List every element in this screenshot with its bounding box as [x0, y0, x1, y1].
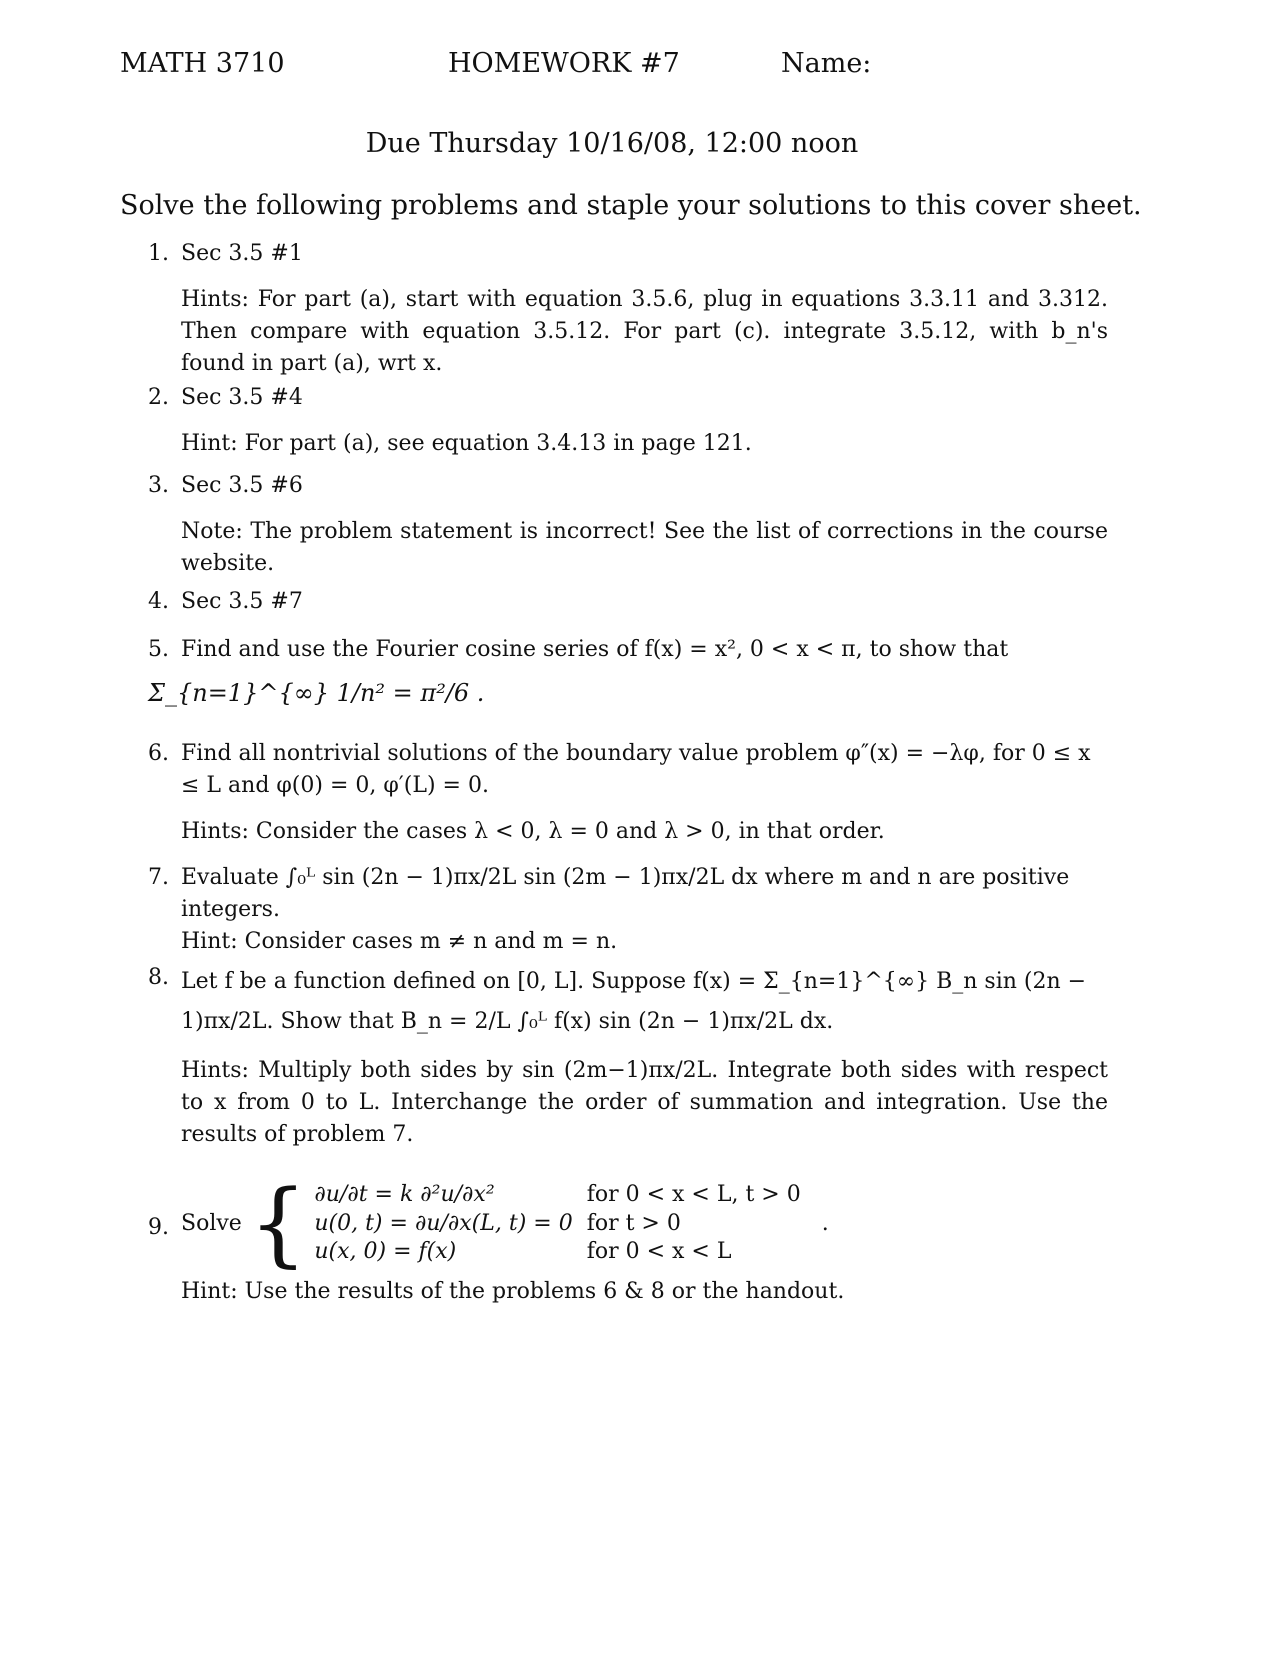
- course-number: MATH 3710: [120, 48, 285, 79]
- problem-text: Find and use the Fourier cosine series of f(x) = x², 0 < x < π, to show that: [181, 637, 1009, 662]
- system-row: [314, 1181, 814, 1210]
- problem-number: 3.: [148, 473, 169, 498]
- problem-number: 7.: [148, 865, 169, 890]
- problem-8: [148, 962, 1108, 1151]
- problem-note: Hint: For part (a), see equation 3.4.13 in page 121.: [181, 430, 752, 456]
- problem-6: [148, 738, 1108, 848]
- problem-number: 1.: [148, 241, 169, 266]
- pde-system: [314, 1181, 814, 1267]
- problem-text: Let f be a function defined on [0, L]. Suppose f(x) = Σ_{n=1}^{∞} B_n sin (2n − 1)πx/2L. Show that B_n = 2/L ∫₀ᴸ f(x) sin (2n − 1)πx/2L dx.: [181, 969, 1087, 1034]
- problem-number: 2.: [148, 385, 169, 410]
- problem-number: 6.: [148, 741, 169, 766]
- problem-note: Hints: Consider the cases λ < 0, λ = 0 and λ > 0, in that order.: [181, 818, 885, 844]
- problem-note: Hint: Consider cases m ≠ n and m = n.: [181, 928, 618, 954]
- problem-note: Hint: Use the results of the problems 6 & 8 or the handout.: [181, 1279, 845, 1304]
- problem-text: Find all nontrivial solutions of the boundary value problem φ″(x) = −λφ, for 0 ≤ x ≤ L and φ(0) = 0, φ′(L) = 0.: [181, 741, 1091, 798]
- problem-title: Sec 3.5 #4: [181, 385, 303, 410]
- problem-5: [148, 634, 1108, 711]
- problem-9: [148, 1170, 1108, 1308]
- left-brace: {: [248, 1170, 308, 1277]
- system-equation: u(0, t) = ∂u/∂x(L, t) = 0: [314, 1210, 573, 1236]
- instructions: Solve the following problems and staple your solutions to this cover sheet.: [120, 190, 1142, 221]
- problem-number: 4.: [148, 589, 169, 614]
- system-equation: u(x, 0) = f(x): [314, 1239, 457, 1265]
- system-condition: for t > 0: [586, 1210, 681, 1236]
- problem-text: Evaluate ∫₀ᴸ sin (2n − 1)πx/2L sin (2m − 1)πx/2L dx where m and n are positive integers.: [181, 865, 1070, 922]
- problem-7: [148, 862, 1108, 958]
- problem-number: 5.: [148, 637, 169, 662]
- problem-number: 9.: [148, 1215, 169, 1240]
- problem-2: [148, 382, 1108, 460]
- homework-title: HOMEWORK #7: [448, 48, 680, 79]
- system-row: [314, 1238, 814, 1267]
- solve-label: Solve: [181, 1211, 242, 1236]
- basel-formula: Σ_{n=1}^{∞} 1/n² = π²/6 .: [148, 678, 485, 707]
- system-condition: for 0 < x < L: [586, 1239, 732, 1265]
- system-condition: for 0 < x < L, t > 0: [586, 1182, 801, 1208]
- problem-1: [148, 238, 1108, 380]
- problem-system: Solve { ∂u/∂t = k ∂²u/∂x² for 0 < x < L, t > 0 u(0, t) = ∂u/∂x(L, t) = 0 for t > 0 u(x, 0) = f(x) for 0 < x < L .: [181, 1170, 829, 1277]
- problem-note: Note: The problem statement is incorrect! See the list of corrections in the course website.: [181, 518, 1108, 576]
- name-label: Name:: [781, 48, 872, 79]
- problem-title: Sec 3.5 #1: [181, 241, 303, 266]
- problem-note: Hints: Multiply both sides by sin (2m−1)πx/2L. Integrate both sides with respect to x from 0 to L. Interchange the order of summation and integration. Use the results of problem 7.: [181, 1058, 1108, 1147]
- problem-note: Hints: For part (a), start with equation 3.5.6, plug in equations 3.3.11 and 3.312. Then compare with equation 3.5.12. For part (c). integrate 3.5.12, with b_n's found in part (a), wrt x.: [181, 286, 1108, 376]
- problem-3: [148, 470, 1108, 580]
- system-row: [314, 1210, 814, 1239]
- system-equation: ∂u/∂t = k ∂²u/∂x²: [314, 1182, 495, 1208]
- problem-title: Sec 3.5 #7: [181, 589, 303, 614]
- problem-4: [148, 586, 1108, 618]
- due-date: Due Thursday 10/16/08, 12:00 noon: [365, 128, 859, 159]
- problem-title: Sec 3.5 #6: [181, 473, 303, 498]
- problem-number: 8.: [148, 965, 169, 990]
